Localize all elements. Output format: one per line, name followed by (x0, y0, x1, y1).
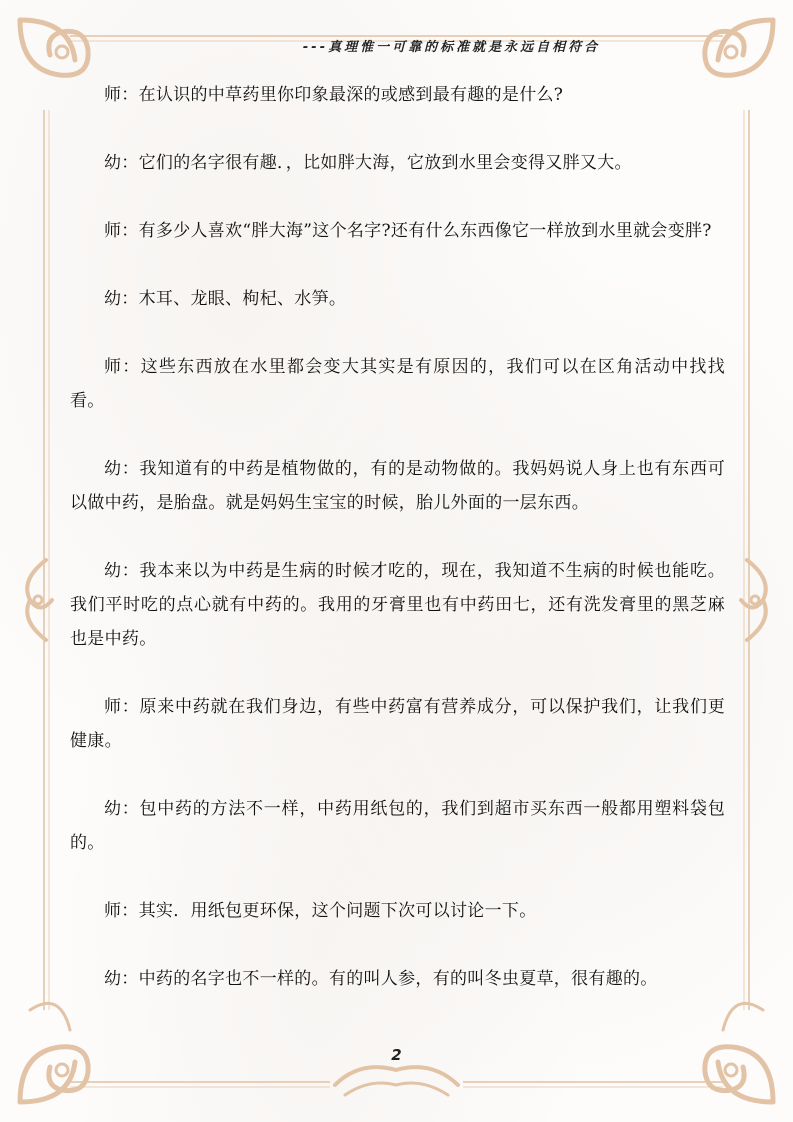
dialogue-paragraph: 幼：包中药的方法不一样，中药用纸包的，我们到超市买东西一般都用塑料袋包的。 (70, 799, 725, 853)
dialogue-paragraph: 幼：它们的名字很有趣．，比如胖大海，它放到水里会变得又胖又大。 (104, 153, 632, 173)
dialogue-paragraph: 师：这些东西放在水里都会变大其实是有原因的，我们可以在区角活动中找找看。 (70, 357, 725, 411)
dialogue-paragraph: 幼：我知道有的中药是植物做的，有的是动物做的。我妈妈说人身上也有东西可以做中药，是胎盘。就是妈妈生宝宝的时候，胎儿外面的一层东西。 (70, 459, 725, 513)
dialogue-paragraph: 师：有多少人喜欢“胖大海”这个名字?还有什么东西像它一样放到水里就会变胖? (104, 221, 712, 241)
side-ornament-right (741, 560, 766, 640)
dialogue-paragraph: 师：原来中药就在我们身边，有些中药富有营养成分，可以保护我们，让我们更健康。 (70, 697, 725, 751)
dialogue-content (70, 78, 725, 1030)
header-motto: ---真理惟一可靠的标准就是永远自相符合 (302, 40, 601, 55)
side-ornament-left (27, 560, 52, 640)
dialogue-paragraph: 师：在认识的中草药里你印象最深的或感到最有趣的是什么? (104, 85, 564, 105)
dialogue-paragraph: 师：其实．用纸包更环保，这个问题下次可以讨论一下。 (104, 901, 537, 921)
dialogue-paragraph: 幼：木耳、龙眼、枸杞、水笋。 (104, 289, 347, 309)
dialogue-paragraph: 幼：中药的名字也不一样的。有的叫人参，有的叫冬虫夏草，很有趣的。 (104, 969, 658, 989)
page-number: 2 (391, 1046, 402, 1064)
dialogue-paragraph: 幼：我本来以为中药是生病的时候才吃的，现在，我知道不生病的时候也能吃。我们平时吃的点心就有中药的。我用的牙膏里也有中药田七，还有洗发膏里的黑芝麻也是中药。 (70, 561, 725, 649)
bottom-center-ornament (335, 1067, 458, 1095)
